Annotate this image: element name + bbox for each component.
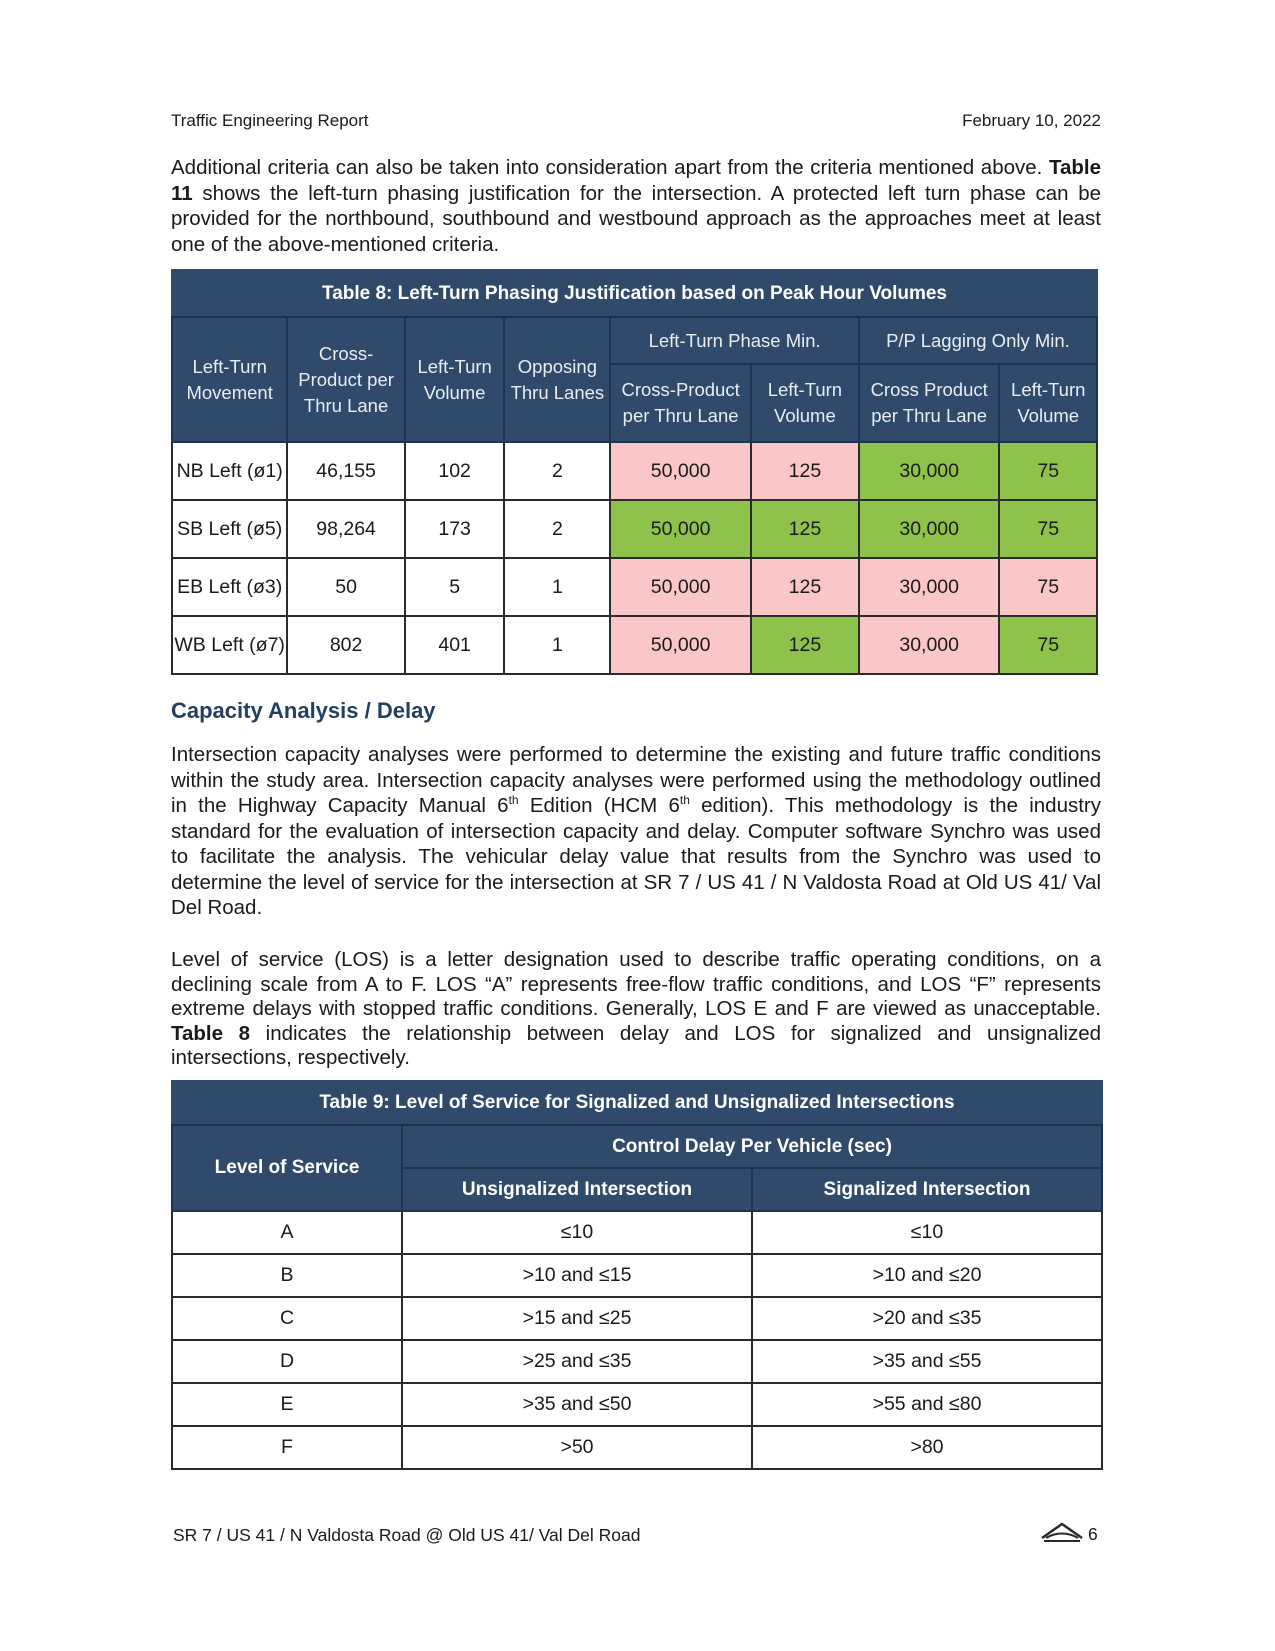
report-date: February 10, 2022 <box>962 111 1101 130</box>
volume-cell: 401 <box>405 616 505 674</box>
section-heading: Capacity Analysis / Delay <box>171 698 436 723</box>
text-run: Intersection capacity analyses were performed to determine the existing and future traffic conditions within the study area. Intersection capacity analyses were performed using the methodology outlined in the Highway Capacity Manual 6 <box>171 743 1101 817</box>
cross-product-cell: 98,264 <box>287 500 404 558</box>
superscript: th <box>508 793 519 808</box>
phase-volume-cell: 125 <box>751 558 859 616</box>
col-header-phase-volume: Left-Turn Volume <box>751 364 859 442</box>
pp-volume-cell: 75 <box>999 616 1097 674</box>
movement-cell: WB Left (ø7) <box>172 616 287 674</box>
table-row <box>172 558 1097 616</box>
text-run: Edition (HCM 6 <box>518 794 680 817</box>
text-run: Level of service (LOS) is a letter designation used to describe traffic operating conditions, on a declining scale from A to F. LOS “A” represents free-flow traffic conditions, and LOS “F” represents extreme delays with stopped traffic conditions. Generally, LOS E and F are viewed as unacceptable. <box>171 948 1101 1020</box>
col-header-opposing-lanes: Opposing Thru Lanes <box>504 317 610 442</box>
pp-volume-cell: 75 <box>999 500 1097 558</box>
unsignalized-cell: >15 and ≤25 <box>402 1297 752 1340</box>
phase-cross-cell: 50,000 <box>610 442 751 500</box>
table-title: Table 9: Level of Service for Signalized and Unsignalized Intersections <box>172 1081 1102 1125</box>
left-turn-phasing-table <box>171 269 1098 675</box>
pp-cross-cell: 30,000 <box>859 558 1000 616</box>
page-header <box>171 111 1101 135</box>
signalized-cell: >10 and ≤20 <box>752 1254 1102 1297</box>
los-cell: B <box>172 1254 402 1297</box>
volume-cell: 102 <box>405 442 505 500</box>
phase-cross-cell: 50,000 <box>610 500 751 558</box>
cross-product-cell: 46,155 <box>287 442 404 500</box>
col-header-pp-volume: Left-Turn Volume <box>999 364 1097 442</box>
lanes-cell: 1 <box>504 558 610 616</box>
col-header-pp-min: P/P Lagging Only Min. <box>859 317 1097 364</box>
text-run: Additional criteria can also be taken into consideration apart from the criteria mentioned above. <box>171 156 1049 179</box>
table-row <box>172 1297 1102 1340</box>
movement-cell: NB Left (ø1) <box>172 442 287 500</box>
los-cell: A <box>172 1211 402 1254</box>
lanes-cell: 2 <box>504 500 610 558</box>
pp-cross-cell: 30,000 <box>859 442 1000 500</box>
unsignalized-cell: >35 and ≤50 <box>402 1383 752 1426</box>
cross-product-cell: 50 <box>287 558 404 616</box>
intro-paragraph <box>171 155 1101 257</box>
unsignalized-cell: >25 and ≤35 <box>402 1340 752 1383</box>
page-footer: SR 7 / US 41 / N Valdosta Road @ Old US 41/ Val Del Road <box>173 1525 641 1545</box>
table-title: Table 8: Left-Turn Phasing Justification based on Peak Hour Volumes <box>172 270 1097 317</box>
col-header-phase-cross: Cross-Product per Thru Lane <box>610 364 751 442</box>
signalized-cell: ≤10 <box>752 1211 1102 1254</box>
unsignalized-cell: >10 and ≤15 <box>402 1254 752 1297</box>
volume-cell: 5 <box>405 558 505 616</box>
los-cell: C <box>172 1297 402 1340</box>
volume-cell: 173 <box>405 500 505 558</box>
signalized-cell: >20 and ≤35 <box>752 1297 1102 1340</box>
los-cell: E <box>172 1383 402 1426</box>
table-reference: Table 8 <box>171 1021 251 1045</box>
los-paragraph <box>171 948 1101 1071</box>
col-header-unsignalized: Unsignalized Intersection <box>402 1168 752 1211</box>
table-row <box>172 442 1097 500</box>
table-row <box>172 616 1097 674</box>
signalized-cell: >55 and ≤80 <box>752 1383 1102 1426</box>
report-title: Traffic Engineering Report <box>171 111 369 130</box>
pp-volume-cell: 75 <box>999 442 1097 500</box>
phase-volume-cell: 125 <box>751 500 859 558</box>
capacity-paragraph <box>171 742 1101 921</box>
text-run: indicates the relationship between delay and LOS for signalized and unsignalized intersections, respectively. <box>171 1021 1102 1069</box>
pp-cross-cell: 30,000 <box>859 500 1000 558</box>
col-header-los: Level of Service <box>172 1125 402 1211</box>
col-header-movement: Left-Turn Movement <box>172 317 287 442</box>
text-run: shows the left-turn phasing justification for the intersection. A protected left turn phase can be provided for the northbound, southbound and westbound approach as the approaches meet at least one of the above-mentioned criteria. <box>171 181 1101 256</box>
phase-volume-cell: 125 <box>751 616 859 674</box>
pp-cross-cell: 30,000 <box>859 616 1000 674</box>
col-header-pp-cross: Cross Product per Thru Lane <box>859 364 1000 442</box>
phase-cross-cell: 50,000 <box>610 616 751 674</box>
signalized-cell: >80 <box>752 1426 1102 1469</box>
col-header-cross-product: Cross-Product per Thru Lane <box>287 317 404 442</box>
table-row <box>172 1254 1102 1297</box>
table-row <box>172 1211 1102 1254</box>
text-run: edition). This methodology is the industry standard for the evaluation of intersection capacity and delay. Computer software Synchro was used to facilitate the analysis. The vehicular delay value that results from the Synchro was used to determine the level of service for the intersection at SR 7 / US 41 / N Valdosta Road at Old US 41/ Val Del Road. <box>171 794 1101 919</box>
col-header-signalized: Signalized Intersection <box>752 1168 1102 1211</box>
phase-volume-cell: 125 <box>751 442 859 500</box>
lanes-cell: 1 <box>504 616 610 674</box>
unsignalized-cell: ≤10 <box>402 1211 752 1254</box>
company-logo-icon <box>1040 1520 1084 1544</box>
table-row <box>172 1340 1102 1383</box>
los-cell: F <box>172 1426 402 1469</box>
movement-cell: EB Left (ø3) <box>172 558 287 616</box>
col-header-volume: Left-Turn Volume <box>405 317 505 442</box>
pp-volume-cell: 75 <box>999 558 1097 616</box>
table-reference: Table 11 <box>171 156 1101 205</box>
unsignalized-cell: >50 <box>402 1426 752 1469</box>
table-row <box>172 500 1097 558</box>
table-row <box>172 1383 1102 1426</box>
phase-cross-cell: 50,000 <box>610 558 751 616</box>
superscript: th <box>679 793 690 808</box>
table-row <box>172 1426 1102 1469</box>
movement-cell: SB Left (ø5) <box>172 500 287 558</box>
los-cell: D <box>172 1340 402 1383</box>
level-of-service-table <box>171 1080 1103 1470</box>
col-header-phase-min: Left-Turn Phase Min. <box>610 317 859 364</box>
cross-product-cell: 802 <box>287 616 404 674</box>
lanes-cell: 2 <box>504 442 610 500</box>
page-number: 6 <box>1088 1524 1098 1544</box>
col-header-control-delay: Control Delay Per Vehicle (sec) <box>402 1125 1102 1168</box>
signalized-cell: >35 and ≤55 <box>752 1340 1102 1383</box>
